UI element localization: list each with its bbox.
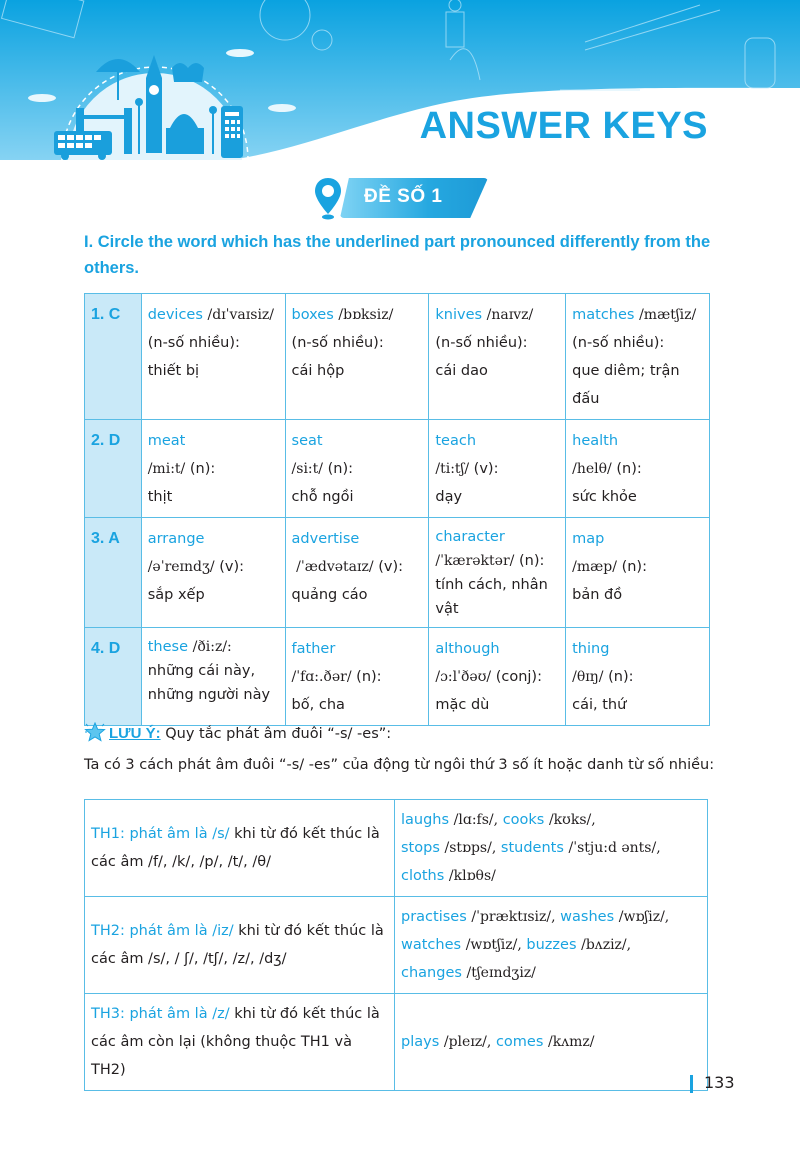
ipa: /mi:t/ bbox=[147, 461, 186, 477]
ipa: /helθ/ bbox=[572, 461, 612, 477]
example-ipa: /ˈpræktɪsiz/, bbox=[471, 909, 556, 925]
ipa: /mætʃiz/ bbox=[639, 307, 697, 323]
word-cell bbox=[141, 518, 285, 628]
meaning: dạy bbox=[435, 489, 463, 505]
meaning: cái, thứ bbox=[572, 697, 627, 713]
word-cell bbox=[566, 628, 710, 726]
ipa: /bɒksiz/ bbox=[338, 307, 394, 323]
rule-desc: khi từ đó kết thúc là các âm /s/, / ʃ/, /tʃ/, /z/, /dʒ/ bbox=[91, 923, 384, 967]
table-row bbox=[85, 518, 710, 628]
word-cell bbox=[141, 420, 285, 518]
example-word: watches bbox=[401, 937, 462, 953]
rule-case: TH1: phát âm là /s/ bbox=[91, 826, 230, 842]
meaning: bản đồ bbox=[572, 587, 623, 603]
example-ipa: /stɒps/, bbox=[444, 840, 497, 856]
part-of-speech: (n): bbox=[327, 461, 353, 477]
rules-table bbox=[84, 799, 708, 1091]
word-cell bbox=[285, 420, 429, 518]
example-word: changes bbox=[401, 965, 462, 981]
word-cell bbox=[566, 518, 710, 628]
part-of-speech: (n-số nhiều): bbox=[572, 335, 665, 351]
note-text: Quy tắc phát âm đuôi “-s/ -es”: bbox=[165, 726, 392, 742]
ipa: /mæp/ bbox=[572, 559, 617, 575]
word: character bbox=[435, 529, 505, 545]
meaning: thiết bị bbox=[147, 363, 200, 379]
meaning: sức khỏe bbox=[572, 489, 637, 505]
table-row bbox=[85, 294, 710, 420]
word-cell bbox=[285, 518, 429, 628]
star-icon bbox=[84, 722, 106, 748]
meaning: cái dao bbox=[435, 363, 488, 379]
word-cell bbox=[429, 420, 566, 518]
table-row bbox=[85, 800, 708, 897]
example-ipa: /lɑ:fs/, bbox=[453, 812, 499, 828]
examples-cell bbox=[395, 800, 708, 897]
london-illustration bbox=[0, 0, 800, 175]
answer-cell: 4. D bbox=[85, 628, 142, 726]
part-of-speech: (v): bbox=[473, 461, 499, 477]
part-of-speech: (v): bbox=[378, 559, 403, 575]
example-word: washes bbox=[560, 909, 615, 925]
word: devices bbox=[147, 307, 203, 323]
part-of-speech: (n-số nhiều): bbox=[435, 335, 528, 351]
word-cell bbox=[141, 628, 285, 726]
meaning: que diêm; trận đấu bbox=[572, 363, 680, 407]
example-word: laughs bbox=[401, 812, 450, 828]
meaning: chỗ ngồi bbox=[291, 489, 354, 505]
page-title: ANSWER KEYS bbox=[419, 105, 708, 147]
table-row bbox=[85, 897, 708, 994]
example-word: students bbox=[500, 840, 564, 856]
part-of-speech: (n): bbox=[356, 669, 382, 685]
word: map bbox=[572, 531, 605, 547]
meaning: tính cách, nhân vật bbox=[435, 577, 548, 617]
rule-case: TH3: phát âm là /z/ bbox=[91, 1006, 230, 1022]
ipa: /naɪvz/ bbox=[486, 307, 534, 323]
ipa: /ði:z/: bbox=[192, 639, 232, 655]
ipa: /ɔ:lˈðəʊ/ bbox=[435, 669, 492, 685]
ipa: /ˈkærəktər/ bbox=[435, 553, 515, 569]
word: boxes bbox=[291, 307, 334, 323]
word: thing bbox=[572, 641, 610, 657]
example-ipa: /wɒtʃiz/, bbox=[465, 937, 522, 953]
example-word: cloths bbox=[401, 868, 445, 884]
ipa: /si:t/ bbox=[291, 461, 323, 477]
page-number-bar bbox=[690, 1075, 693, 1093]
meaning: thịt bbox=[147, 489, 173, 505]
ipa: /ˈædvətaɪz/ bbox=[296, 559, 374, 575]
table-row bbox=[85, 628, 710, 726]
word-cell bbox=[429, 518, 566, 628]
location-pin-icon bbox=[314, 176, 342, 226]
rule-case: TH2: phát âm là /iz/ bbox=[91, 923, 234, 939]
example-ipa: /klɒθs/ bbox=[448, 868, 496, 884]
meaning: bố, cha bbox=[291, 697, 345, 713]
word: father bbox=[291, 641, 336, 657]
word: matches bbox=[572, 307, 635, 323]
part-of-speech: (n): bbox=[608, 669, 634, 685]
part-of-speech: (n-số nhiều): bbox=[291, 335, 384, 351]
word: meat bbox=[147, 433, 186, 449]
word-cell bbox=[285, 628, 429, 726]
word-cell bbox=[285, 294, 429, 420]
word: teach bbox=[435, 433, 477, 449]
example-ipa: /bʌziz/, bbox=[581, 937, 632, 953]
word-cell bbox=[429, 628, 566, 726]
word: advertise bbox=[291, 531, 360, 547]
part-of-speech: (n-số nhiều): bbox=[147, 335, 240, 351]
note-intro: Ta có 3 cách phát âm đuôi “-s/ -es” của động từ ngôi thứ 3 số ít hoặc danh từ số nhiều: bbox=[84, 757, 715, 773]
example-word: plays bbox=[401, 1034, 440, 1050]
meaning: cái hộp bbox=[291, 363, 345, 379]
example-word: buzzes bbox=[526, 937, 577, 953]
part-of-speech: (n): bbox=[616, 461, 642, 477]
meaning: những cái này, những người này bbox=[147, 663, 271, 703]
rule-desc: khi từ đó kết thúc là các âm còn lại (không thuộc TH1 và TH2) bbox=[91, 1006, 380, 1078]
example-ipa: /pleɪz/, bbox=[443, 1034, 492, 1050]
part-of-speech: (n): bbox=[621, 559, 647, 575]
example-ipa: /ˈstju:d ənts/, bbox=[568, 840, 661, 856]
word: although bbox=[435, 641, 500, 657]
word-cell bbox=[141, 294, 285, 420]
note-label: LƯU Ý: bbox=[109, 725, 161, 742]
rule-cell bbox=[85, 897, 395, 994]
word-cell bbox=[566, 294, 710, 420]
word-cell bbox=[429, 294, 566, 420]
ipa: /dɪˈvaɪsiz/ bbox=[207, 307, 275, 323]
example-word: stops bbox=[401, 840, 440, 856]
part-of-speech: (n): bbox=[189, 461, 216, 477]
part-of-speech: (conj): bbox=[495, 669, 542, 685]
answer-cell: 1. C bbox=[85, 294, 142, 420]
example-ipa: /kʌmz/ bbox=[548, 1034, 595, 1050]
page-number-text: 133 bbox=[704, 1073, 735, 1092]
examples-cell bbox=[395, 994, 708, 1091]
example-word: comes bbox=[495, 1034, 544, 1050]
ipa: /əˈreɪndʒ/ bbox=[147, 559, 215, 575]
ipa: /ti:tʃ/ bbox=[435, 461, 470, 477]
answer-cell: 3. A bbox=[85, 518, 142, 628]
rule-cell bbox=[85, 994, 395, 1091]
example-word: cooks bbox=[502, 812, 545, 828]
exam-label-text: ĐỀ SỐ 1 bbox=[364, 186, 443, 207]
rule-desc: khi từ đó kết thúc là các âm /f/, /k/, /p/, /t/, /θ/ bbox=[91, 826, 380, 870]
part-of-speech: (v): bbox=[219, 559, 245, 575]
word: seat bbox=[291, 433, 323, 449]
example-ipa: /tʃeɪndʒiz/ bbox=[466, 965, 536, 981]
note bbox=[84, 722, 391, 748]
word: knives bbox=[435, 307, 483, 323]
example-ipa: /kʊks/, bbox=[548, 812, 596, 828]
word-cell bbox=[566, 420, 710, 518]
section-heading: I. Circle the word which has the underlined part pronounced differently from the others. bbox=[84, 233, 711, 277]
examples-cell bbox=[395, 897, 708, 994]
word: arrange bbox=[147, 531, 205, 547]
answer-cell: 2. D bbox=[85, 420, 142, 518]
ipa: /ˈfɑ:.ðər/ bbox=[291, 669, 352, 685]
answer-table bbox=[84, 293, 710, 726]
meaning: quảng cáo bbox=[291, 587, 368, 603]
ipa: /θɪŋ/ bbox=[572, 669, 604, 685]
table-row bbox=[85, 420, 710, 518]
header-banner bbox=[0, 0, 800, 175]
example-word: practises bbox=[401, 909, 467, 925]
table-row bbox=[85, 994, 708, 1091]
word: these bbox=[147, 639, 188, 655]
word: health bbox=[572, 433, 619, 449]
exam-label bbox=[312, 174, 492, 222]
meaning: mặc dù bbox=[435, 697, 490, 713]
example-ipa: /wɒʃiz/, bbox=[618, 909, 670, 925]
rule-cell bbox=[85, 800, 395, 897]
meaning: sắp xếp bbox=[147, 587, 205, 603]
part-of-speech: (n): bbox=[518, 553, 545, 569]
